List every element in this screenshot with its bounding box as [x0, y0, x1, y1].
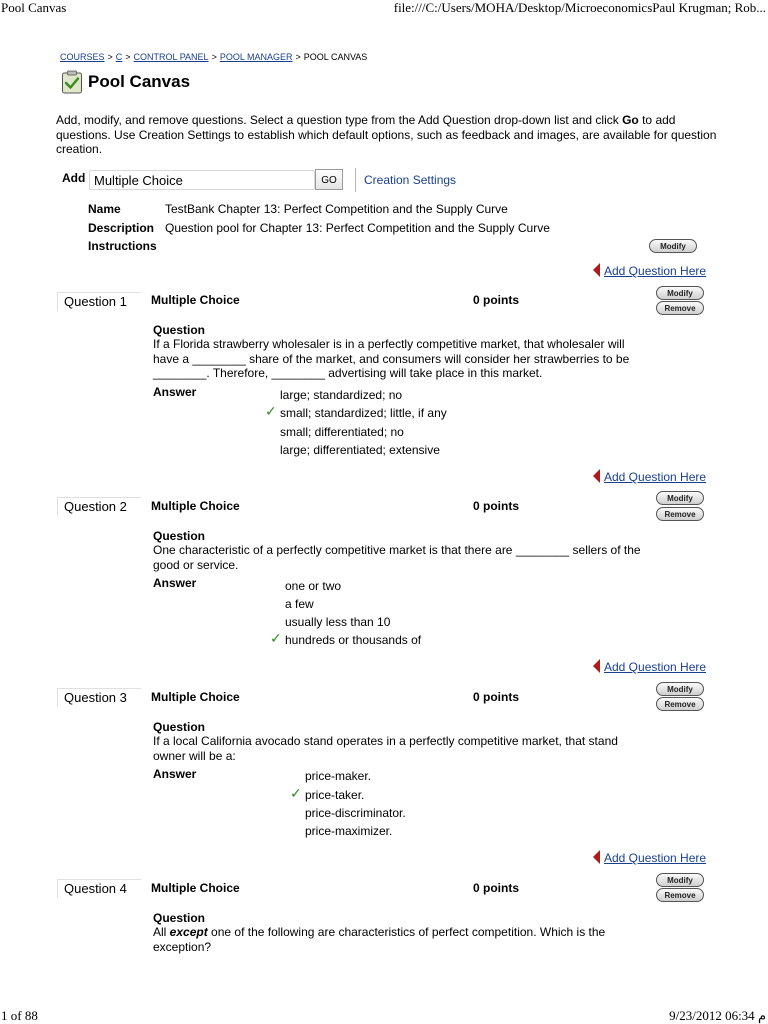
breadcrumb-separator: > — [295, 52, 301, 62]
answer-option-correct: small; standardized; little, if any — [280, 406, 447, 420]
breadcrumb-courses[interactable]: COURSES — [60, 52, 105, 62]
answer-option: large; standardized; no — [280, 388, 403, 402]
breadcrumb-separator: > — [211, 52, 217, 62]
left-arrow-icon — [593, 469, 600, 483]
add-question-here-link[interactable] — [593, 659, 706, 674]
pool-description: Question pool for Chapter 13: Perfect Competition and the Supply Curve — [165, 221, 550, 235]
question-heading: Question — [153, 323, 206, 337]
breadcrumb-separator: > — [107, 52, 113, 62]
answer-heading: Answer — [153, 767, 197, 781]
answer-option: usually less than 10 — [285, 615, 391, 629]
add-question-here-label[interactable]: Add Question Here — [604, 264, 707, 278]
divider — [355, 168, 356, 192]
pool-instructions-label: Instructions — [88, 239, 157, 253]
question-text: If a Florida strawberry wholesaler is in a perfectly competitive market, that wholesaler will have a ________ share of the market, and consumers will consider her strawberries to be ________. Therefore, ________ advertising will take place in this market. — [153, 337, 630, 380]
answer-option-correct: price-taker. — [305, 788, 365, 802]
modify-pool-button[interactable]: Modify — [649, 239, 697, 253]
question-label: Question 1 — [64, 294, 127, 309]
question-heading: Question — [153, 911, 206, 925]
remove-question-button[interactable]: Remove — [656, 697, 704, 711]
question-text-after: one of the following are characteristics of perfect competition. Which is the exception? — [153, 925, 606, 954]
answer-option: large; differentiated; extensive — [280, 443, 440, 457]
modify-question-button[interactable]: Modify — [656, 873, 704, 887]
add-question-here-label[interactable]: Add Question Here — [604, 470, 707, 484]
checkmark-icon: ✓ — [270, 630, 282, 646]
question-type: Multiple Choice — [151, 690, 240, 704]
breadcrumb-course[interactable]: C — [115, 52, 123, 62]
instructions-go: Go — [622, 113, 639, 127]
answer-option: a few — [285, 597, 314, 611]
question-heading: Question — [153, 529, 206, 543]
answer-option: small; differentiated; no — [280, 425, 404, 439]
question-points: 0 points — [473, 499, 520, 513]
left-arrow-icon — [593, 850, 600, 864]
question-type: Multiple Choice — [151, 881, 240, 895]
add-question-here-label[interactable]: Add Question Here — [604, 660, 707, 674]
question-text: If a local California avocado stand operates in a perfectly competitive market, that stand owner will be a: — [153, 734, 618, 763]
question-heading: Question — [153, 720, 206, 734]
question-text — [153, 925, 643, 954]
question-type-select[interactable]: Multiple Choice — [89, 170, 315, 190]
add-label: Add — [62, 171, 86, 185]
modify-question-button[interactable]: Modify — [656, 286, 704, 300]
left-arrow-icon — [593, 263, 600, 277]
pool-name: TestBank Chapter 13: Perfect Competition and the Supply Curve — [165, 202, 508, 216]
print-url: file:///C:/Users/MOHA/Desktop/MicroeconomicsPaul Krugman; Rob... — [393, 0, 766, 15]
question-text: One characteristic of a perfectly competitive market is that there are ________ sellers of the good or service. — [153, 543, 641, 572]
answer-heading: Answer — [153, 385, 197, 399]
add-question-here-link[interactable] — [593, 469, 706, 484]
modify-question-button[interactable]: Modify — [656, 491, 704, 505]
question-type: Multiple Choice — [151, 293, 240, 307]
remove-question-button[interactable]: Remove — [656, 507, 704, 521]
left-arrow-icon — [593, 659, 600, 673]
question-type: Multiple Choice — [151, 499, 240, 513]
pool-name-label: Name — [88, 202, 121, 216]
breadcrumb-separator: > — [125, 52, 131, 62]
breadcrumb — [60, 52, 367, 62]
question-text-before: All — [153, 925, 170, 939]
question-points: 0 points — [473, 881, 520, 895]
question-points: 0 points — [473, 690, 520, 704]
question-label: Question 3 — [64, 690, 127, 705]
remove-question-button[interactable]: Remove — [656, 888, 704, 902]
breadcrumb-control-panel[interactable]: CONTROL PANEL — [133, 52, 209, 62]
print-date: 9/23/2012 06:34 م — [669, 1008, 766, 1023]
pool-description-label: Description — [88, 221, 155, 235]
checkmark-icon: ✓ — [290, 785, 302, 801]
answer-option-correct: hundreds or thousands of — [285, 633, 422, 647]
instructions-text — [56, 113, 726, 157]
answer-option: price-maker. — [305, 769, 372, 783]
answer-option: price-maximizer. — [305, 824, 393, 838]
page-title: Pool Canvas — [88, 72, 191, 91]
modify-question-button[interactable]: Modify — [656, 682, 704, 696]
breadcrumb-current: POOL CANVAS — [303, 52, 368, 62]
answer-option: one or two — [285, 579, 342, 593]
question-text-emphasis: except — [169, 925, 208, 939]
answer-option: price-discriminator. — [305, 806, 406, 820]
breadcrumb-pool-manager[interactable]: POOL MANAGER — [219, 52, 293, 62]
creation-settings-link[interactable]: Creation Settings — [364, 173, 457, 187]
instructions-before: Add, modify, and remove questions. Select a question type from the Add Question drop-down list and click — [56, 113, 623, 127]
checkmark-icon: ✓ — [265, 403, 277, 419]
print-title: Pool Canvas — [1, 0, 67, 15]
go-button[interactable]: GO — [315, 169, 343, 190]
remove-question-button[interactable]: Remove — [656, 301, 704, 315]
add-question-here-label[interactable]: Add Question Here — [604, 851, 707, 865]
instructions-after: to add questions. Use Creation Settings to establish which default options, such as feedback and images, are available for question creation. — [56, 113, 717, 156]
add-question-here-link[interactable] — [593, 850, 706, 865]
question-points: 0 points — [473, 293, 520, 307]
clipboard-check-icon — [61, 70, 83, 94]
question-label: Question 2 — [64, 499, 127, 514]
add-question-here-link[interactable] — [593, 263, 706, 278]
question-label: Question 4 — [64, 881, 127, 896]
answer-heading: Answer — [153, 576, 197, 590]
page-count: 1 of 88 — [1, 1008, 38, 1023]
